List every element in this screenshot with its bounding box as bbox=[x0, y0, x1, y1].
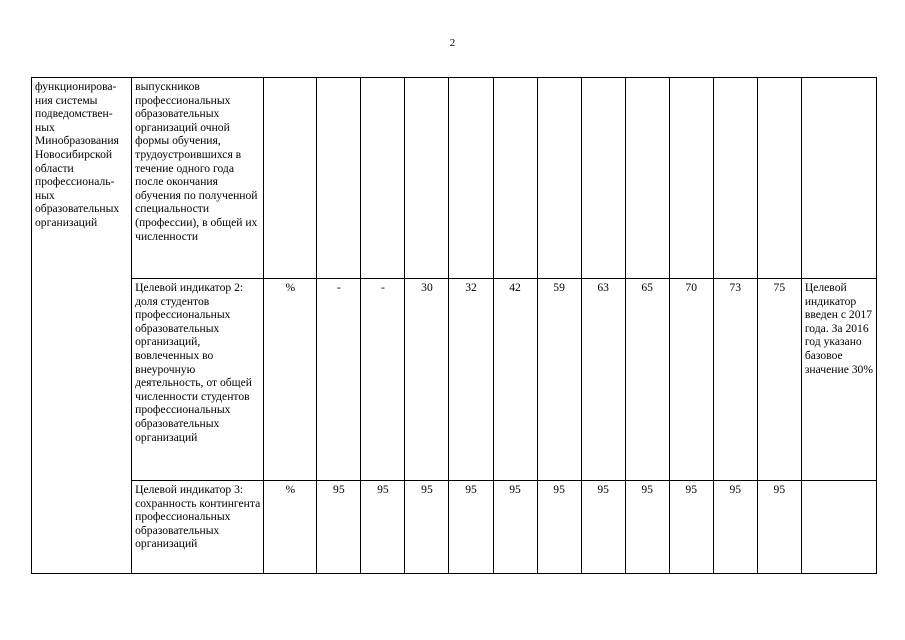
value-cell: 63 bbox=[581, 279, 625, 481]
value-cell: 95 bbox=[317, 481, 361, 574]
value-cell: 95 bbox=[361, 481, 405, 574]
value-cell bbox=[625, 78, 669, 279]
note-cell bbox=[801, 481, 876, 574]
indicator-cell: Целевой индикатор 3: сохранность контингента профессиональных образовательных организаций bbox=[132, 481, 264, 574]
unit-cell bbox=[264, 78, 317, 279]
unit-cell: % bbox=[264, 279, 317, 481]
note-cell bbox=[801, 78, 876, 279]
value-cell: 65 bbox=[625, 279, 669, 481]
unit-cell: % bbox=[264, 481, 317, 574]
value-cell bbox=[317, 78, 361, 279]
value-cell: - bbox=[317, 279, 361, 481]
value-cell bbox=[361, 78, 405, 279]
value-cell: 59 bbox=[537, 279, 581, 481]
value-cell: 95 bbox=[757, 481, 801, 574]
value-cell: 73 bbox=[713, 279, 757, 481]
indicator-cell: Целевой индикатор 2: доля студентов профессиональных образовательных организаций, вовлеченных во внеурочную деятельность, от общей численности студентов профессиональных образовательных организаций bbox=[132, 279, 264, 481]
value-cell bbox=[581, 78, 625, 279]
value-cell bbox=[713, 78, 757, 279]
value-cell: 42 bbox=[493, 279, 537, 481]
value-cell bbox=[405, 78, 449, 279]
value-cell: 95 bbox=[449, 481, 493, 574]
value-cell: 95 bbox=[669, 481, 713, 574]
value-cell bbox=[669, 78, 713, 279]
value-cell: 95 bbox=[493, 481, 537, 574]
value-cell: 95 bbox=[713, 481, 757, 574]
table-row bbox=[32, 78, 877, 279]
value-cell: 95 bbox=[625, 481, 669, 574]
value-cell: 32 bbox=[449, 279, 493, 481]
value-cell: 95 bbox=[537, 481, 581, 574]
indicators-table bbox=[31, 77, 877, 574]
value-cell: 75 bbox=[757, 279, 801, 481]
value-cell bbox=[537, 78, 581, 279]
value-cell: 30 bbox=[405, 279, 449, 481]
value-cell: 95 bbox=[405, 481, 449, 574]
program-cell: функционирова-ния системы подведомствен-ных Минобразования Новосибирской области профессиональ-ных образовательных организаций bbox=[32, 78, 132, 574]
note-cell: Целевой индикатор введен с 2017 года. За 2016 год указано базовое значение 30% bbox=[801, 279, 876, 481]
table-row bbox=[32, 481, 877, 574]
value-cell: 95 bbox=[581, 481, 625, 574]
value-cell: 70 bbox=[669, 279, 713, 481]
value-cell bbox=[449, 78, 493, 279]
value-cell bbox=[493, 78, 537, 279]
table-row bbox=[32, 279, 877, 481]
value-cell bbox=[757, 78, 801, 279]
page-number: 2 bbox=[449, 37, 456, 49]
value-cell: - bbox=[361, 279, 405, 481]
indicator-cell: выпускников профессиональных образовательных организаций очной формы обучения, трудоустроившихся в течение одного года после окончания обучения по полученной специальности (профессии), в общей их численности bbox=[132, 78, 264, 279]
